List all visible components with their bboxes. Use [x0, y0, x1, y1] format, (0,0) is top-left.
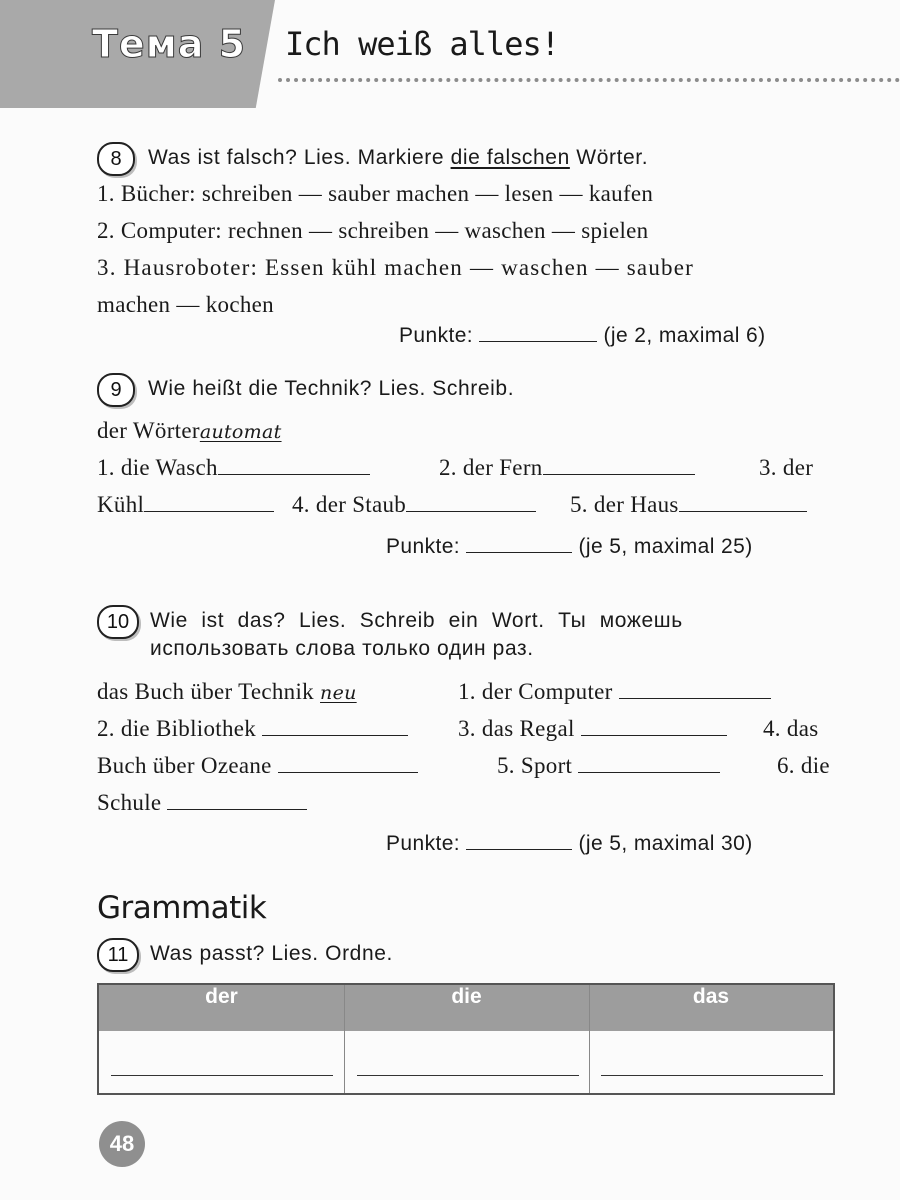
item-4-label: Buch über Ozeane — [97, 753, 272, 778]
exercise-10-item-1 — [458, 679, 771, 705]
item-1-label: 1. der Computer — [458, 679, 613, 704]
exercise-10-item-4 — [97, 753, 418, 779]
exercise-9-item-4 — [292, 492, 536, 518]
item-4-blank[interactable] — [278, 771, 418, 773]
item-5-label: 5. Sport — [497, 753, 573, 778]
answer-line-der[interactable] — [111, 1075, 333, 1076]
item-4-label: 4. der Staub — [292, 492, 407, 517]
exercise-10-item-3 — [458, 716, 727, 742]
points-blank[interactable] — [479, 340, 597, 342]
exercise-8-line-4: machen — kochen — [97, 292, 274, 317]
points-blank[interactable] — [466, 848, 572, 850]
item-3-blank[interactable] — [144, 510, 274, 512]
exercise-10-item-5 — [497, 753, 720, 779]
points-blank[interactable] — [466, 551, 572, 553]
example-answer: automat — [199, 421, 282, 443]
exercise-9-example — [97, 418, 282, 444]
exercise-8-instruction — [148, 146, 648, 170]
exercise-9-item-5 — [570, 492, 807, 518]
item-2-label: 2. der Fern — [439, 455, 543, 480]
page-title: Ich weiß alles! — [285, 25, 559, 63]
answer-line-das[interactable] — [601, 1075, 823, 1076]
exercise-9-item-3-start: 3. der — [759, 455, 814, 480]
exercise-9-row-2 — [97, 492, 274, 518]
exercise-9-instruction: Wie heißt die Technik? Lies. Schreib. — [148, 377, 515, 400]
column-header-die: die — [451, 985, 482, 1008]
example-prefix: der Wörter — [97, 418, 200, 443]
instruction-underlined: die falschen — [450, 146, 570, 169]
exercise-10-instruction-line-2: использовать слова только один раз. — [150, 637, 534, 660]
example-prefix: das Buch über Technik — [97, 679, 314, 704]
exercise-10-item-6-start: 6. die — [777, 753, 830, 778]
exercise-number-10: 10 — [97, 605, 139, 639]
item-3-label: 3. das Regal — [458, 716, 575, 741]
exercise-10-instruction-line-1: Wie ist das? Lies. Schreib ein Wort. Ты можешь — [150, 609, 683, 632]
item-1-blank[interactable] — [218, 473, 370, 475]
header-divider — [278, 78, 900, 82]
item-2-blank[interactable] — [543, 473, 695, 475]
column-divider — [344, 985, 345, 1093]
item-6-label: Schule — [97, 790, 162, 815]
points-label: Punkte: — [399, 324, 474, 347]
exercise-10-item-4-start: 4. das — [763, 716, 819, 741]
example-answer: neu — [320, 682, 357, 704]
exercise-10-item-6 — [97, 790, 307, 816]
section-heading-grammatik: Grammatik — [97, 890, 267, 926]
exercise-10-example — [97, 679, 357, 705]
item-2-label: 2. die Bibliothek — [97, 716, 257, 741]
points-note: (je 2, maximal 6) — [603, 324, 766, 347]
exercise-9-points — [386, 535, 753, 559]
item-5-blank[interactable] — [578, 771, 720, 773]
item-5-blank[interactable] — [679, 510, 807, 512]
points-note: (je 5, maximal 30) — [578, 832, 753, 855]
points-note: (je 5, maximal 25) — [578, 535, 753, 558]
exercise-8-line-3: 3. Hausroboter: Essen kühl machen — waschen — sauber — [97, 255, 695, 280]
exercise-number-9: 9 — [97, 373, 135, 407]
item-2-blank[interactable] — [262, 734, 408, 736]
answer-line-die[interactable] — [357, 1075, 579, 1076]
exercise-8-line-1: 1. Bücher: schreiben — sauber machen — lesen — kaufen — [97, 181, 654, 206]
item-5-label: 5. der Haus — [570, 492, 679, 517]
exercise-8-line-2: 2. Computer: rechnen — schreiben — waschen — spielen — [97, 218, 649, 243]
item-3-label: Kühl — [97, 492, 145, 517]
points-label: Punkte: — [386, 832, 461, 855]
points-label: Punkte: — [386, 535, 461, 558]
exercise-10-points — [386, 832, 753, 856]
tema-label: Тема 5 — [92, 22, 247, 66]
column-header-der: der — [205, 985, 238, 1008]
exercise-number-8: 8 — [97, 142, 135, 176]
item-1-blank[interactable] — [619, 697, 771, 699]
page-number: 48 — [99, 1121, 145, 1167]
item-3-blank[interactable] — [581, 734, 727, 736]
item-1-label: 1. die Wasch — [97, 455, 218, 480]
instruction-text: Was ist falsch? Lies. Markiere — [148, 146, 451, 169]
exercise-9-item-2 — [439, 455, 695, 481]
item-4-blank[interactable] — [406, 510, 536, 512]
exercise-8-points — [399, 324, 766, 348]
exercise-11-instruction: Was passt? Lies. Ordne. — [150, 942, 393, 965]
exercise-10-item-2 — [97, 716, 408, 742]
column-divider — [589, 985, 590, 1093]
exercise-number-11: 11 — [97, 938, 139, 972]
exercise-9-row-1 — [97, 455, 370, 481]
column-header-das: das — [692, 985, 730, 1008]
item-6-blank[interactable] — [167, 808, 307, 810]
article-table — [97, 983, 835, 1095]
instruction-text-end: Wörter. — [569, 146, 649, 169]
